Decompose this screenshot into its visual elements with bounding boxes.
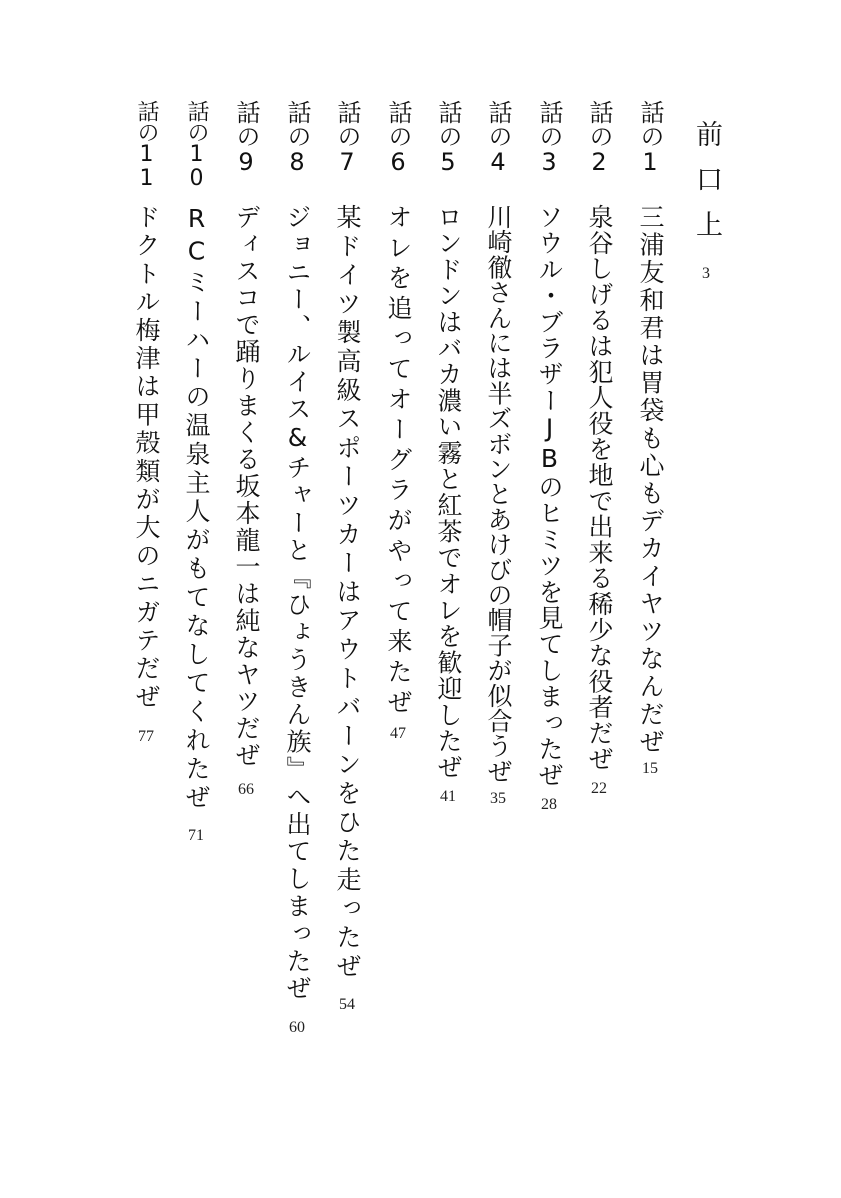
- chapter-label: 話の5: [434, 100, 462, 176]
- toc-entry-6: [378, 100, 418, 743]
- chapter-page-number: 77: [138, 727, 154, 745]
- chapter-page-number: 35: [490, 789, 506, 807]
- chapter-title: ロンドンはバカ濃い霧と紅茶でオレを歓迎したぜ: [434, 204, 463, 781]
- chapter-page-number: 71: [188, 826, 204, 844]
- chapter-label: 話の4: [484, 100, 512, 176]
- toc-entry-8: [277, 100, 317, 1037]
- chapter-title: 某ドイツ製高級スポーツカーはアウトバーンをひた走ったぜ: [333, 204, 362, 982]
- chapter-label: 話の11: [134, 100, 159, 190]
- chapter-title: 川崎徹さんには半ズボンとあけびの帽子が似合うぜ: [484, 204, 513, 784]
- chapter-label: 話の7: [333, 100, 361, 176]
- toc-entry-11: [126, 100, 166, 746]
- chapter-label: 話の3: [535, 100, 563, 176]
- toc-entry-5: [428, 100, 468, 806]
- preface-page-number: 3: [702, 265, 710, 282]
- chapter-page-number: 60: [289, 1018, 305, 1036]
- chapter-label: 話の8: [283, 100, 311, 176]
- chapter-title: ディスコで踊りまくる坂本龍一は純なヤツだぜ: [232, 204, 261, 769]
- chapter-title: RCミーハーの温泉主人がもてなしてくれたぜ: [182, 204, 211, 813]
- chapter-page-number: 22: [591, 779, 607, 797]
- chapter-title: オレを追ってオーグラがやって来たぜ: [384, 204, 413, 720]
- chapter-label: 話の9: [232, 100, 260, 176]
- chapter-title: 泉谷しげるは犯人役を地で出来る稀少な役者だぜ: [585, 204, 614, 772]
- toc-entry-9: [226, 100, 266, 799]
- chapter-title: ジョニー、ルイス&チャーと『ひょうきん族』へ出てしまったぜ: [283, 204, 312, 1003]
- toc-entry-10: [176, 100, 216, 845]
- chapter-title: 三浦友和君は胃袋も心もデカイヤツなんだぜ: [636, 204, 665, 756]
- chapter-label: 話の10: [184, 100, 209, 190]
- chapter-title: ソウル・ブラザーJBのヒミツを見てしまったぜ: [535, 204, 564, 789]
- chapter-label: 話の6: [384, 100, 412, 176]
- toc-entry-2: [579, 100, 619, 798]
- chapter-label: 話の1: [636, 100, 664, 176]
- toc-entry-7: [327, 100, 367, 1014]
- chapter-page-number: 54: [339, 995, 355, 1013]
- chapter-page-number: 66: [238, 780, 254, 798]
- preface-title: 前口上: [691, 120, 722, 255]
- toc-entry-4: [478, 100, 518, 808]
- chapter-title: ドクトル梅津は甲殻類が大のニガテだぜ: [132, 204, 161, 712]
- toc-entry-3: [529, 100, 569, 814]
- chapter-label: 話の2: [585, 100, 613, 176]
- chapter-page-number: 28: [541, 796, 557, 814]
- chapter-page-number: 15: [642, 760, 658, 777]
- toc-entry-preface: [686, 120, 726, 283]
- chapter-page-number: 47: [390, 725, 406, 743]
- toc-entry-1: [630, 100, 670, 778]
- chapter-page-number: 41: [440, 788, 456, 806]
